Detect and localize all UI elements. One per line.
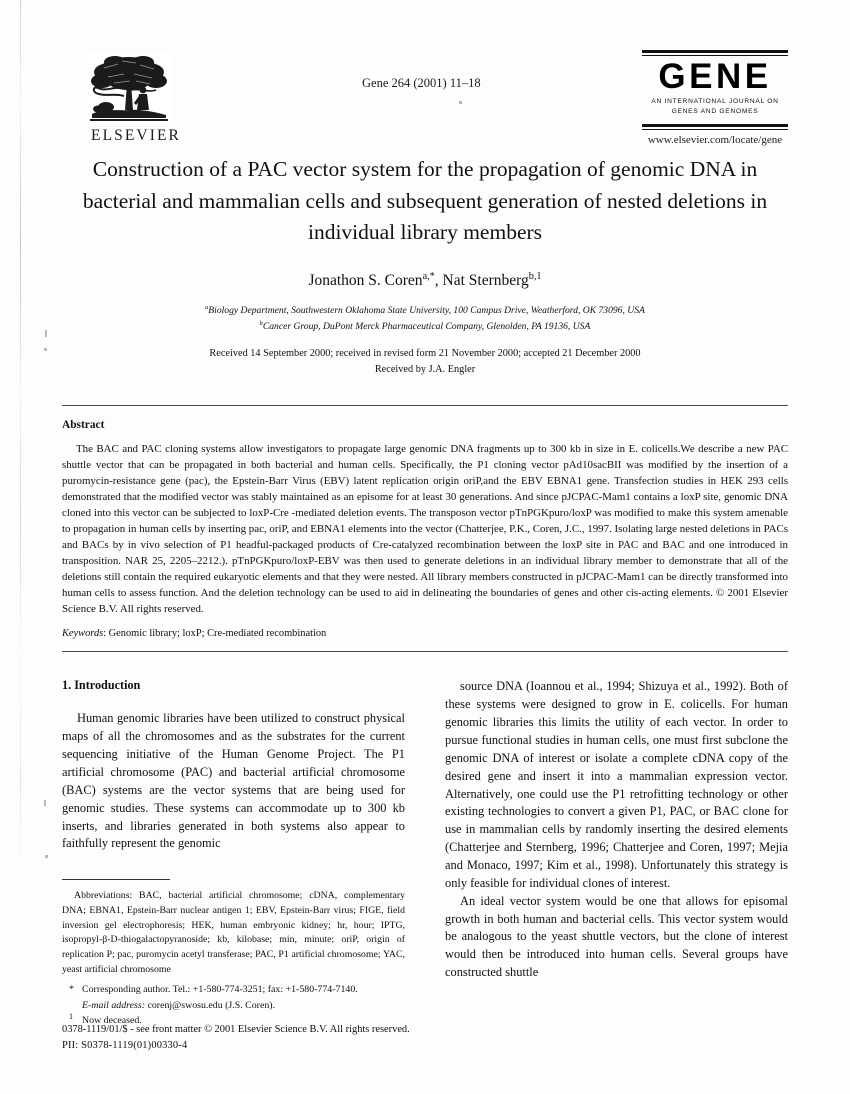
masthead-rule-bottom	[642, 124, 788, 127]
corresponding-author-text: Corresponding author. Tel.: +1-580-774-3251; fax: +1-580-774-7140.	[82, 984, 358, 996]
scan-speck	[45, 330, 47, 337]
journal-wordmark: GENE	[658, 57, 772, 96]
received-line: Received 14 September 2000; received in revised form 21 November 2000; accepted 21 December 2000	[209, 348, 641, 360]
article-title: Construction of a PAC vector system for the propagation of genomic DNA in bacterial and mammalian cells and subsequent generation of nested deletions in individual library members	[82, 157, 768, 245]
keywords-label: Keywords	[62, 628, 104, 640]
affiliation-b	[62, 319, 788, 335]
footnote-zone	[62, 879, 405, 1027]
abstract-top-rule	[62, 405, 788, 406]
body-columns	[62, 678, 788, 1027]
intro-paragraph-right-2: An ideal vector system would be one that allows for episomal growth in both human and bacterial cells. This vector system would be analogous to the yeast shuttle vectors, but the clone of interest would then be introduced into human cells. Several groups have constructed shuttle	[445, 893, 788, 980]
elsevier-tree-icon	[84, 50, 174, 126]
keywords-value: : Genomic library; loxP; Cre-mediated recombination	[103, 628, 327, 640]
author-separator: ,	[434, 271, 443, 289]
intro-paragraph-right-1: source DNA (Ioannou et al., 1994; Shizuya et al., 1992). Both of these systems were designed to grow in E. colicells. For human genomic libraries this limits the utility of each vector. In order to pursue functional studies in human cells, one must first subclone the genomic DNA of interest or isolate a complete cDNA copy of the desired gene and insert it into a mammalian expression vector. Alternatively, one could use the P1 retrofitting technology or other existing technologies to convert a given P1, PAC, or BAC clone for use in mammalian cells by randomly inserting the desired elements (Chatterjee and Sternberg, 1996; Chatterjee and Coren, 1997; Mejia and Monaco, 1997; Kim et al., 1998). Unfortunately this strategy is only feasible for individual clones of interest.	[445, 679, 788, 890]
keywords	[62, 628, 788, 639]
submission-dates	[62, 346, 788, 377]
scan-speck	[44, 348, 47, 351]
author-1-marks: a,*	[422, 270, 435, 282]
publisher-name: ELSEVIER	[91, 127, 181, 144]
masthead	[62, 0, 788, 146]
affiliation-b-mark: b	[259, 319, 263, 327]
journal-subtitle-line2: GENES AND GENOMES	[671, 107, 759, 115]
journal-reference: Gene 264 (2001) 11–18	[362, 76, 481, 90]
journal-subtitle	[642, 97, 788, 117]
scan-speck	[44, 800, 46, 806]
column-right	[445, 678, 788, 1027]
corresponding-author-note	[62, 982, 405, 1012]
affiliation-a-mark: a	[205, 303, 209, 311]
deceased-note-text: Now deceased.	[82, 1014, 142, 1026]
intro-paragraph-left: Human genomic libraries have been utilized to construct physical maps of all the chromosomes and as the substrates for the current sequencing initiative of the Human Genome Project. The P1 artificial chromosome (PAC) and bacterial artificial chromosome (BAC) systems are the vector systems that are being used for genomic studies. These systems can accommodate up to 300 kb inserts, and libraries generated in both systems also appear to faithfully represent the genomic	[62, 711, 405, 851]
affiliation-b-text: Cancer Group, DuPont Merck Pharmaceutical Company, Glenolden, PA 19136, USA	[262, 320, 591, 332]
scan-artifact-streak	[20, 0, 21, 870]
abstract-bottom-rule	[62, 651, 788, 652]
masthead-rule-top	[642, 50, 788, 53]
page-footer	[62, 1022, 788, 1053]
email-line	[82, 998, 405, 1013]
footnote-1-marker: 1	[69, 1011, 73, 1021]
affiliation-a	[62, 303, 788, 319]
journal-url[interactable]: www.elsevier.com/locate/gene	[647, 133, 783, 146]
copyright-line: 0378-1119/01/$ - see front matter © 2001 Elsevier Science B.V. All rights reserved.	[62, 1024, 410, 1035]
abstract-body: The BAC and PAC cloning systems allow investigators to propagate large genomic DNA fragments up to 300 kb in size in E. colicells.We describe a new PAC shuttle vector that can be propagated in both bacterial and human cells. Specifically, the P1 cloning vector pAd10sacBII was modified by the insertion of a puromycin-resistance gene (pac), the Epstein-Barr Virus (EBV) latent replication origin oriP,and the EBV EBNA1 gene. Transfection studies in HEK 293 cells demonstrated that the modified vector was stably maintained as an episome for at least 30 generations. And since pJCPAC-Mam1 contains a loxP site, genomic DNA cloned into this vector can be subjected to loxP-Cre -mediated deletion events. The transposon vector pTnPGKpuro/loxP was modified to make this system amenable to propagation in human cells by inserting pac, oriP, and EBNA1 elements into the vector (Chatterjee, P.K., Coren, J.C., 1997. Isolating large nested deletions in PACs and BACs by in vivo selection of P1 headful-packaged products of Cre-catalyzed recombination between the loxP site in PAC and BAC and one introduced in transposition. NAR 25, 2205–2212.). pTnPGKpuro/loxP-EBV was then used to generate deletions in an individual library member to demonstrate that all of the deletions still contain the required eukaryotic elements and that they were nested. All library members constructed in pJCPAC-Mam1 can be directly transformed into human cells to assess function. And the deletion technology can be used to aid in delineating the boundaries of genes and other cis-acting elements. © 2001 Elsevier Science B.V. All rights reserved.	[62, 443, 788, 615]
author-2-marks: b,1	[528, 270, 542, 282]
footnote-list	[62, 982, 405, 1027]
affiliations	[62, 303, 788, 335]
email-label: E-mail address:	[82, 999, 145, 1011]
introduction-heading: 1. Introduction	[62, 678, 141, 693]
publisher-block	[84, 50, 188, 145]
affiliation-a-text: Biology Department, Southwestern Oklahoma State University, 100 Campus Drive, Weatherford, OK 73096, USA	[208, 304, 645, 316]
footnote-rule	[62, 879, 170, 880]
scan-speck	[45, 855, 48, 858]
journal-subtitle-line1: AN INTERNATIONAL JOURNAL ON	[651, 98, 779, 106]
author-list	[62, 272, 788, 290]
received-by-line: Received by J.A. Engler	[374, 363, 476, 375]
masthead-rule-top-thin	[642, 55, 788, 56]
abstract-heading: Abstract	[62, 419, 105, 432]
asterisk-marker: *	[69, 984, 74, 996]
pii-line: PII: S0378-1119(01)00330-4	[62, 1039, 188, 1051]
column-left	[62, 678, 405, 1027]
page-content	[62, 0, 788, 1028]
author-name-2: Nat Sternberg	[442, 271, 529, 289]
journal-masthead-block	[642, 50, 788, 146]
abbreviations-note: Abbreviations: BAC, bacterial artificial chromosome; cDNA, complementary DNA; EBNA1, Epstein-Barr nuclear antigen 1; EBV, Epstein-Barr virus; FIGE, field inversion gel electrophoresis; HEK, human embryonic kidney; hr, hour; IPTG, isopropyl-β-D-thiogalactopyranoside; kb, kilobase; min, minute; oriP, origin of replication P; pac, puromycin acetyl transferase; PAC, P1 artificial chromosome; YAC, yeast artificial chromosome	[62, 890, 405, 975]
masthead-rule-bottom-thin	[642, 129, 788, 130]
email-value[interactable]: corenj@swosu.edu (J.S. Coren).	[145, 999, 276, 1011]
author-name-1: Jonathon S. Coren	[308, 271, 423, 289]
